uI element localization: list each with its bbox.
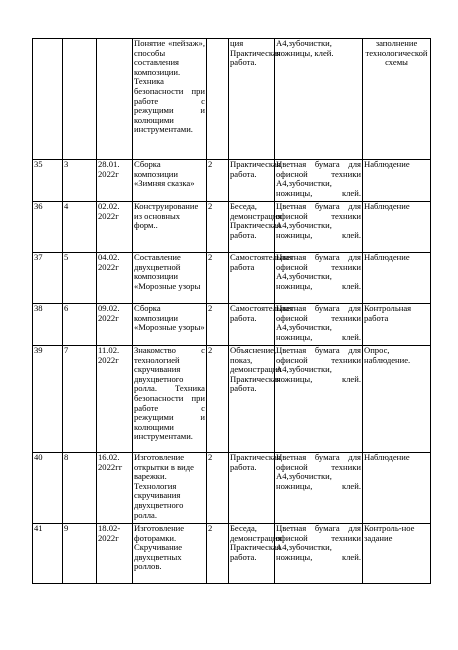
table-row: [33, 304, 431, 346]
cell-number: 40: [33, 453, 63, 524]
cell-index: 7: [63, 346, 97, 453]
cell-form: Самостоятельная работа: [229, 253, 275, 304]
cell-topic: Сборка композиции «Морозные узоры»: [133, 304, 207, 346]
cell-control: Контрольная работа: [363, 304, 431, 346]
cell-date: [97, 39, 133, 160]
cell-number: 37: [33, 253, 63, 304]
cell-topic: Изготовление фоторамки. Скручивание двухцветных роллов.: [133, 524, 207, 584]
table-row: [33, 39, 431, 160]
table-row: [33, 253, 431, 304]
cell-equipment: Цветная бумага для офисной техники А4,зубочистки, ножницы, клей.: [275, 253, 363, 304]
table-row: [33, 453, 431, 524]
cell-hours: [207, 39, 229, 160]
cell-index: 6: [63, 304, 97, 346]
cell-index: 5: [63, 253, 97, 304]
cell-topic: Изготовление открытки в виде варежки. Технология скручивания двухцветного ролла.: [133, 453, 207, 524]
cell-topic: Понятие «пейзаж», способы составления композиции. Техника безопасности при работе с режущими и колющими инструментами.: [133, 39, 207, 160]
cell-control: Наблюдение: [363, 160, 431, 202]
cell-index: 3: [63, 160, 97, 202]
cell-topic: Конструирование из основных форм..: [133, 202, 207, 253]
cell-date: 28.01. 2022г: [97, 160, 133, 202]
cell-equipment: Цветная бумага для офисной техники А4,зубочистки, ножницы, клей.: [275, 202, 363, 253]
cell-equipment: Цветная бумага для офисной техники А4,зубочистки, ножницы, клей.: [275, 304, 363, 346]
cell-hours: 2: [207, 160, 229, 202]
cell-form: ция Практическая работа.: [229, 39, 275, 160]
table-row: [33, 524, 431, 584]
cell-number: 35: [33, 160, 63, 202]
cell-number: 38: [33, 304, 63, 346]
cell-equipment: Цветная бумага для офисной техники А4,зубочистки, ножницы, клей.: [275, 346, 363, 453]
cell-date: 18.02-2022г: [97, 524, 133, 584]
lesson-plan-table: [32, 38, 431, 584]
cell-date: 02.02. 2022г: [97, 202, 133, 253]
cell-topic: Знакомство с технологией скручивания двухцветного ролла. Техника безопасности при работе с режущими и колющими инструментами.: [133, 346, 207, 453]
cell-hours: 2: [207, 524, 229, 584]
cell-hours: 2: [207, 253, 229, 304]
cell-hours: 2: [207, 202, 229, 253]
cell-control: Наблюдение: [363, 453, 431, 524]
cell-equipment: А4,зубочистки, ножницы, клей.: [275, 39, 363, 160]
cell-control: Опрос, наблюдение.: [363, 346, 431, 453]
cell-form: Беседа, демонстрация Практическая работа.: [229, 524, 275, 584]
cell-date: 11.02. 2022г: [97, 346, 133, 453]
cell-topic: Сборка композиции «Зимняя сказка»: [133, 160, 207, 202]
cell-form: Практическая работа.: [229, 160, 275, 202]
cell-hours: 2: [207, 346, 229, 453]
cell-form: Объяснение, показ, демонстрация Практическая работа.: [229, 346, 275, 453]
cell-form: Самостоятельная работа.: [229, 304, 275, 346]
cell-index: 9: [63, 524, 97, 584]
cell-number: 41: [33, 524, 63, 584]
cell-hours: 2: [207, 453, 229, 524]
cell-form: Практическая работа.: [229, 453, 275, 524]
cell-form: Беседа, демонстрация Практическая работа.: [229, 202, 275, 253]
cell-date: 16.02. 2022гг: [97, 453, 133, 524]
cell-control: Наблюдение: [363, 253, 431, 304]
cell-number: [33, 39, 63, 160]
cell-hours: 2: [207, 304, 229, 346]
cell-date: 04.02. 2022г: [97, 253, 133, 304]
cell-equipment: Цветная бумага для офисной техники А4,зубочистки, ножницы, клей.: [275, 453, 363, 524]
cell-index: [63, 39, 97, 160]
table-row: [33, 160, 431, 202]
table-row: [33, 202, 431, 253]
cell-equipment: Цветная бумага для офисной техники А4,зубочистки, ножницы, клей.: [275, 160, 363, 202]
cell-control: Наблюдение: [363, 202, 431, 253]
table-row: [33, 346, 431, 453]
cell-topic: Составление двухцветной композиции «Морозные узоры: [133, 253, 207, 304]
cell-equipment: Цветная бумага для офисной техники А4,зубочистки, ножницы, клей.: [275, 524, 363, 584]
cell-control: заполнение технологической схемы: [363, 39, 431, 160]
cell-index: 4: [63, 202, 97, 253]
cell-index: 8: [63, 453, 97, 524]
cell-number: 36: [33, 202, 63, 253]
cell-date: 09.02. 2022г: [97, 304, 133, 346]
cell-number: 39: [33, 346, 63, 453]
cell-control: Контроль-ное задание: [363, 524, 431, 584]
